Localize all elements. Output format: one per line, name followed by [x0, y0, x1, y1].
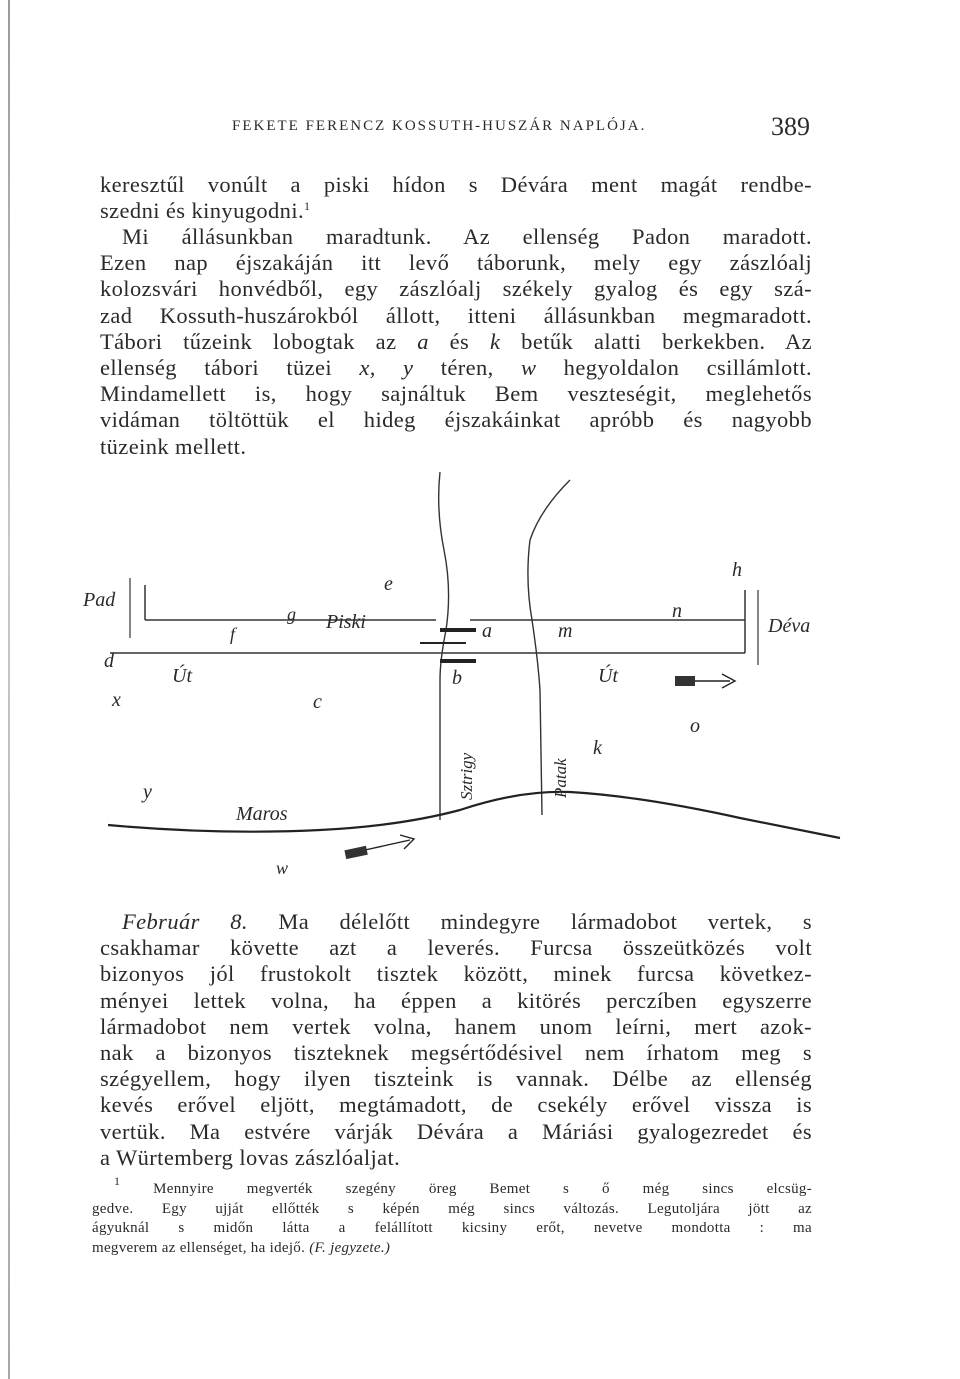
text-line: bizonyos jól frustokolt tisztek között, minek furcsa következ- — [100, 961, 812, 987]
text-line: zad Kossuth-huszárokból állott, itteni állásunkban megmaradott. — [100, 302, 812, 328]
paragraph-3 — [100, 909, 812, 1171]
text-line: tüzeink mellett. — [100, 433, 247, 459]
footnote-line: $^1$ Mennyire megverték szegény öreg Bemet s ő még sincs elcsüg- — [114, 1174, 812, 1197]
label-patak: Patak — [551, 758, 570, 798]
label-n: n — [672, 600, 682, 622]
label-e: e — [384, 573, 393, 595]
battle-map-diagram — [0, 460, 960, 900]
text-line: szedni és kinyugodni.$^1$ — [100, 198, 311, 224]
footnote — [92, 1174, 812, 1258]
maros-arrow-feathers — [344, 846, 367, 859]
label-ut-right: Út — [598, 665, 618, 687]
text-line: keresztűl vonúlt a piski hídon s Dévára ment magát rendbe- — [100, 172, 812, 197]
label-o: o — [690, 715, 700, 737]
label-piski: Piski — [326, 611, 366, 633]
text-line: vertük. Ma estvére várják Dévára a Máriási gyalogezredet és — [100, 1118, 812, 1144]
text-line: Mindamellett is, hogy sajnáltuk Bem veszteségit, meglehetős — [100, 381, 812, 407]
text-line: Mi állásunkban maradtunk. Az ellenség Padon maradott. — [122, 224, 812, 249]
label-h: h — [732, 559, 742, 581]
label-y: y — [143, 781, 152, 803]
maros-arrow-shaft — [365, 840, 410, 850]
text-line: kevés erővel eljött, megtámadott, de csekély erővel vissza is — [100, 1092, 812, 1118]
text-line: szégyellem, hogy ilyen tisztei̇nk is vannak. Délbe az ellenség — [100, 1066, 812, 1092]
footnote-line: ágyuknál s midőn látta a felállított kicsiny erőt, nevetve mondotta : ma — [92, 1220, 812, 1237]
running-title: FEKETE FERENCZ KOSSUTH-HUSZÁR NAPLÓJA. — [232, 118, 647, 134]
label-c: c — [313, 691, 322, 713]
text-line: vidáman töltöttük el hideg éjszakáinkat apróbb és nagyobb — [100, 407, 812, 433]
deva-arrow-feathers — [675, 676, 695, 686]
paragraph-2 — [100, 224, 812, 460]
sztrigy-river-left-bank — [439, 472, 449, 820]
text-line: kolozsvári honvédből, egy zászlóalj székely gyalog és egy szá- — [100, 276, 812, 302]
text-line: a Würtemberg lovas zászlóaljat. — [100, 1144, 401, 1170]
label-pad: Pad — [83, 589, 116, 611]
label-ut-left: Út — [172, 665, 192, 687]
label-a: a — [482, 620, 492, 642]
label-b: b — [452, 667, 462, 689]
bridge-bottom — [440, 659, 476, 663]
bridge-top — [440, 628, 476, 632]
paragraph-1 — [100, 172, 812, 224]
label-m: m — [558, 620, 573, 642]
label-sztrigy: Sztrigy — [457, 752, 476, 800]
label-maros: Maros — [236, 803, 288, 825]
text-line: csakhamar követte azt a leverés. Furcsa összeütközés volt — [100, 935, 812, 961]
label-f: f — [230, 624, 236, 644]
footnote-mark: 1 — [114, 1174, 121, 1188]
text-line: lármadobot nem vertek volna, hanem unom leírni, mert azok- — [100, 1013, 812, 1039]
footnote-marker: 1 — [304, 199, 311, 214]
text-line: Tábori tűzeink lobogtak az a és k betűk alatti berkekben. Az — [100, 328, 812, 354]
label-deva: Déva — [768, 615, 811, 637]
text-line: ellenség tábori tüzei x, y téren, w hegyoldalon csillámlott. — [100, 355, 812, 381]
entry-date: Február 8. — [122, 909, 248, 934]
text-line: Ezen nap éjszakáján itt levő táborunk, mely egy zászlóalj — [100, 250, 812, 276]
label-d: d — [104, 650, 114, 672]
footnote-line: megverem az ellenséget, ha idejő. (F. jegyzete.) — [92, 1239, 391, 1256]
text-line: Február 8. Ma délelőtt mindegyre lármadobot vertek, s — [122, 909, 812, 934]
running-header — [232, 118, 812, 135]
label-k: k — [593, 737, 602, 759]
label-w: w — [276, 858, 289, 878]
footnote-line: gedve. Egy ujját ellőtték s képén még sincs változás. Legutoljára jött az — [92, 1200, 812, 1217]
label-x: x — [112, 689, 121, 711]
page-number: 389 — [771, 112, 810, 141]
label-g: g — [287, 604, 296, 624]
text-line: nak a bizonyos tiszteknek megsértődésivel nem írhatom meg s — [100, 1040, 812, 1066]
text-line: ményei lettek volna, ha éppen a kitörés perczíben egyszerre — [100, 987, 812, 1013]
